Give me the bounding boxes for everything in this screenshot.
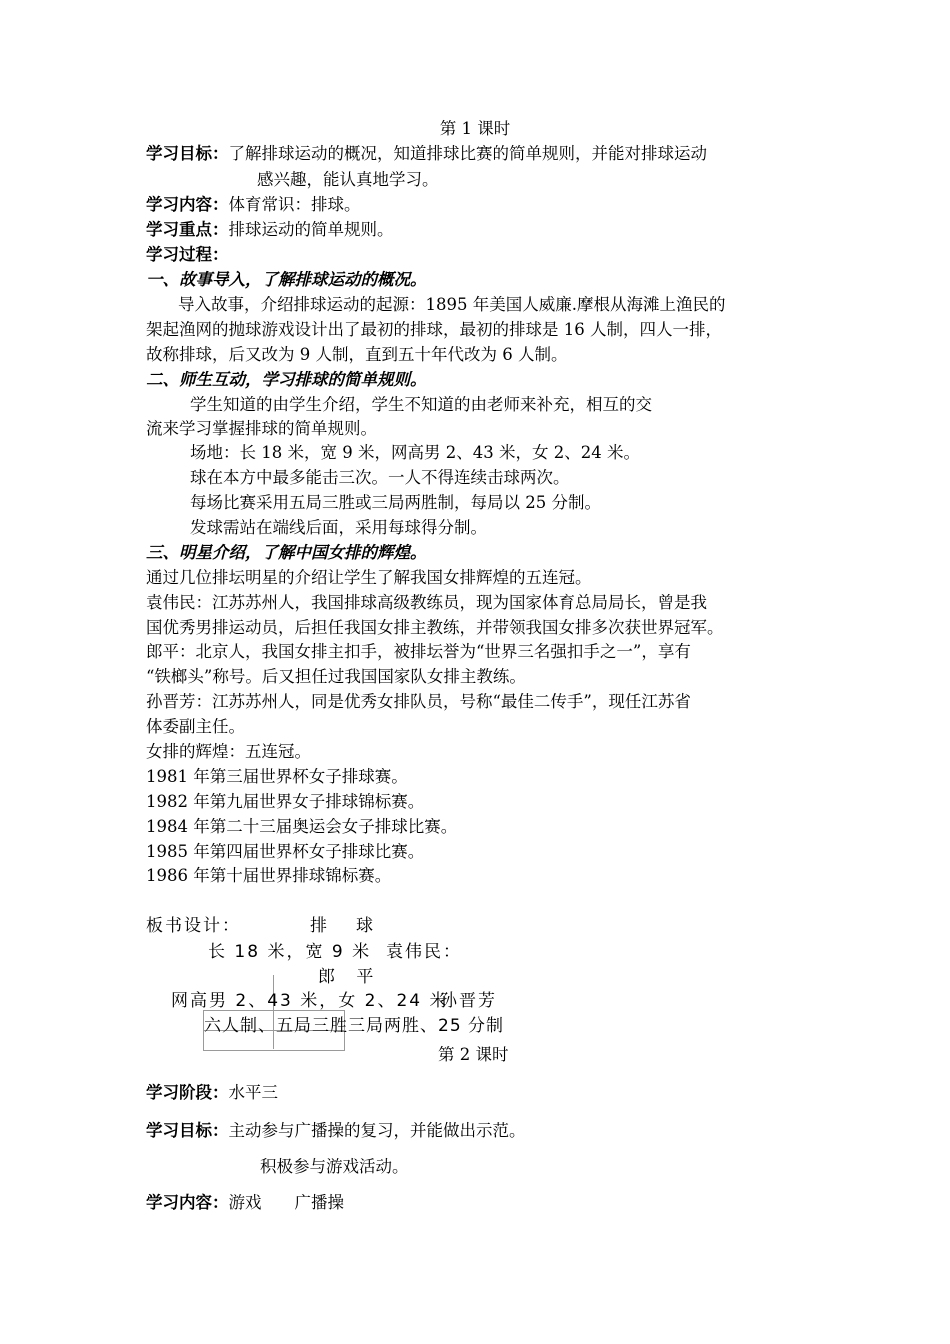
profile-yuan-line2: 国优秀男排运动员，后担任我国女排主教练，并带领我国女排多次获世界冠军。 <box>146 618 724 637</box>
focus-text: 排球运动的简单规则。 <box>228 220 394 239</box>
lesson2-goal-row <box>146 1119 526 1143</box>
board-person-sun: 孙晋芳 <box>440 991 497 1011</box>
lesson2-goal-label: 学习目标： <box>146 1121 229 1140</box>
board-net: 网高男 2、43 米，女 2、24 米 <box>171 991 449 1011</box>
focus-label: 学习重点： <box>146 220 229 239</box>
stage-label: 学习阶段： <box>146 1083 229 1102</box>
content-label: 学习内容： <box>146 195 229 214</box>
profile-sun-line2: 体委副主任。 <box>146 717 245 736</box>
section2-para-line1: 学生知道的由学生介绍，学生不知道的由老师来补充，相互的交 <box>190 395 652 414</box>
rule-sets: 每场比赛采用五局三胜或三局两胜制，每局以 25 分制。 <box>190 493 601 512</box>
board-label: 板书设计： <box>146 916 241 936</box>
year-item: 1982 年第九届世界女子排球锦标赛。 <box>146 792 425 811</box>
section1-para-line1: 导入故事，介绍排球运动的起源：1895 年美国人威廉.摩根从海滩上渔民的 <box>178 295 726 314</box>
board-person-yuan: 袁伟民： <box>386 942 462 962</box>
year-item: 1984 年第二十三届奥运会女子排球比赛。 <box>146 817 458 836</box>
process-label: 学习过程： <box>146 245 229 264</box>
section1-para-line3: 故称排球，后又改为 9 人制，直到五十年代改为 6 人制。 <box>146 345 568 364</box>
lesson2-goal-text-cont: 积极参与游戏活动。 <box>260 1157 409 1176</box>
lesson2-content-label: 学习内容： <box>146 1193 229 1212</box>
goal-row <box>146 142 707 166</box>
rule-field: 场地：长 18 米，宽 9 米，网高男 2、43 米，女 2、24 米。 <box>190 443 640 462</box>
profile-lang-line2: “铁榔头”称号。后又担任过我国国家队女排主教练。 <box>146 667 526 686</box>
content-row <box>146 193 361 217</box>
year-item: 1986 年第十届世界排球锦标赛。 <box>146 866 392 885</box>
stage-text: 水平三 <box>228 1083 278 1102</box>
profile-sun-line1: 孙晋芳：江苏苏州人，同是优秀女排队员，号称“最佳二传手”，现任江苏省 <box>146 692 691 711</box>
board-title: 排 球 <box>310 916 379 936</box>
lesson2-content-text: 游戏 广播操 <box>228 1193 344 1212</box>
year-item: 1981 年第三届世界杯女子排球赛。 <box>146 767 408 786</box>
goal-text: 了解排球运动的概况，知道排球比赛的简单规则，并能对排球运动 <box>228 144 707 163</box>
lesson2-content-row <box>146 1191 344 1215</box>
section2-para-line2: 流来学习掌握排球的简单规则。 <box>146 419 377 438</box>
section3-title: 三、明星介绍，了解中国女排的辉煌。 <box>146 543 427 562</box>
goal-text-cont: 感兴趣，能认真地学习。 <box>257 170 439 189</box>
rule-hits: 球在本方中最多能击三次。一人不得连续击球两次。 <box>190 468 570 487</box>
glory-line: 女排的辉煌：五连冠。 <box>146 742 311 761</box>
focus-row <box>146 218 394 242</box>
board-person-lang: 郎 平 <box>318 967 382 987</box>
profile-yuan-line1: 袁伟民：江苏苏州人，我国排球高级教练员，现为国家体育总局局长，曾是我 <box>146 593 707 612</box>
lesson1-title: 第 1 课时 <box>439 119 511 138</box>
year-item: 1985 年第四届世界杯女子排球比赛。 <box>146 842 425 861</box>
section2-title: 二、师生互动，学习排球的简单规则。 <box>146 370 427 389</box>
lesson2-title: 第 2 课时 <box>438 1045 509 1064</box>
section1-para-line2: 架起渔网的抛球游戏设计出了最初的排球，最初的排球是 16 人制，四人一排， <box>146 320 722 339</box>
content-text: 体育常识：排球。 <box>228 195 361 214</box>
board-size: 长 18 米，宽 9 米 <box>208 942 372 962</box>
rule-serve: 发球需站在端线后面，采用每球得分制。 <box>190 518 487 537</box>
section3-intro: 通过几位排坛明星的介绍让学生了解我国女排辉煌的五连冠。 <box>146 568 592 587</box>
board-format: 六人制、五局三胜三局两胜、25 分制 <box>204 1016 505 1036</box>
section1-title: 一、故事导入，了解排球运动的概况。 <box>146 270 427 289</box>
stage-row <box>146 1081 278 1105</box>
lesson2-goal-text: 主动参与广播操的复习，并能做出示范。 <box>228 1121 526 1140</box>
goal-label: 学习目标： <box>146 144 229 163</box>
profile-lang-line1: 郎平：北京人，我国女排主扣手，被排坛誉为“世界三名强扣手之一”，享有 <box>146 642 691 661</box>
